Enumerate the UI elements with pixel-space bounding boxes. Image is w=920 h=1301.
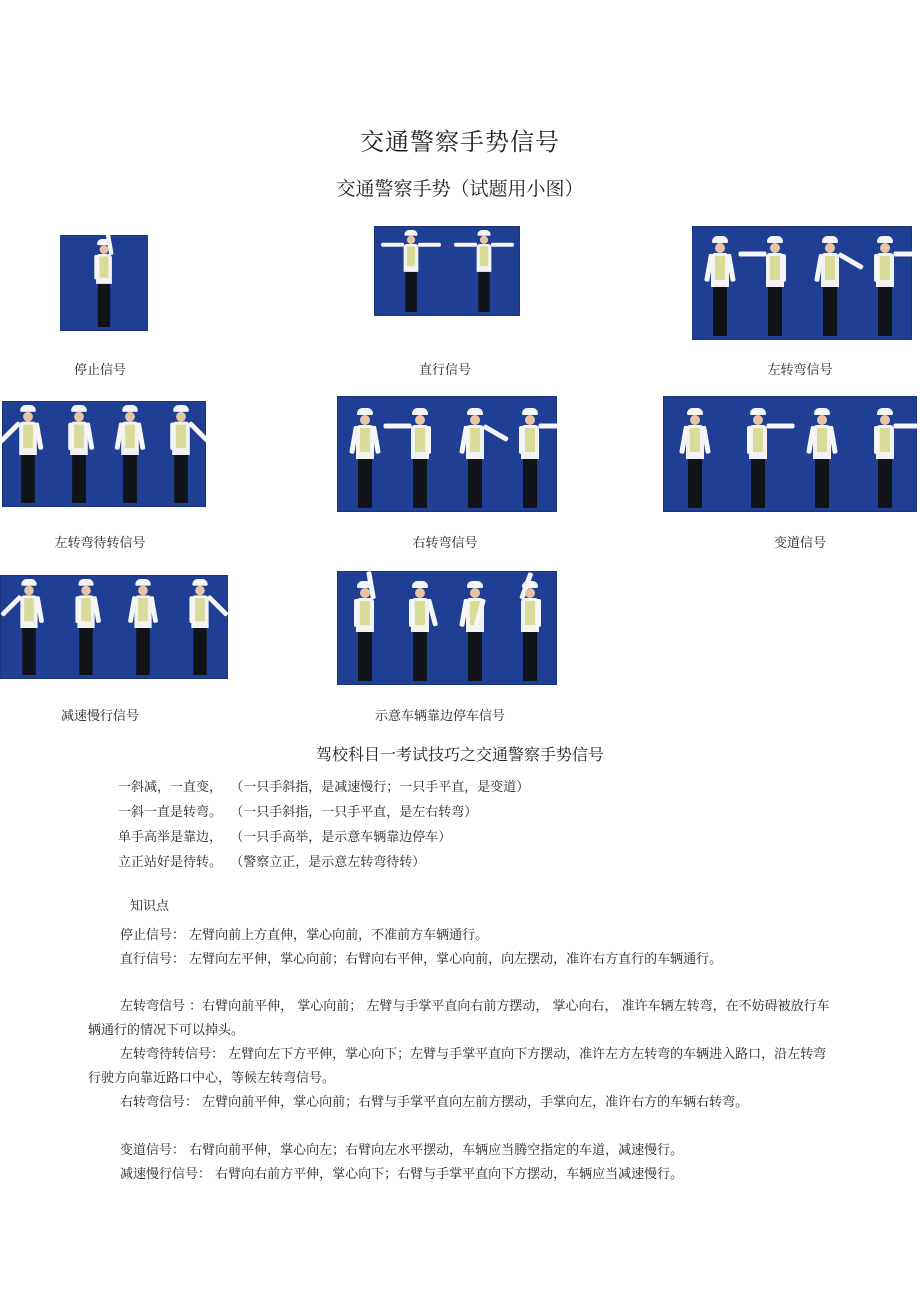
pull-over-signal-photo: [337, 571, 557, 685]
police-figure: [811, 408, 833, 508]
police-figure: [17, 405, 39, 503]
police-figure: [874, 236, 896, 336]
police-figure: [354, 581, 376, 681]
police-figure: [18, 579, 39, 675]
caption-pull-over-signal: 示意车辆靠边停车信号: [374, 709, 505, 724]
police-figure: [94, 239, 113, 327]
police-figure: [464, 408, 486, 508]
knowledge-paragraph: 右转弯信号： 左臂向前平伸，掌心向前；右臂与手掌平直向左前方摆动，手掌向左，准许右方的车辆右转弯。: [120, 1095, 749, 1110]
knowledge-paragraph: 停止信号： 左臂向前上方直伸，掌心向前，不准前方车辆通行。: [120, 928, 489, 943]
police-figure: [874, 408, 896, 508]
rhyme-line: 立正站好是待转。 （警察立正，是示意左转弯待转）: [118, 855, 426, 870]
police-figure: [747, 408, 769, 508]
police-figure: [519, 408, 541, 508]
police-figure: [709, 236, 731, 336]
right-turn-signal-photo: [337, 396, 557, 512]
caption-left-turn-signal: 左转弯信号: [767, 363, 833, 378]
police-figure: [189, 579, 210, 675]
police-figure: [519, 581, 541, 681]
caption-left-turn-wait-signal: 左转弯待转信号: [54, 536, 146, 551]
rhyme-line: 一斜减，一直变， （一只手斜指，是减速慢行；一只手平直，是变道）: [118, 780, 530, 795]
police-figure: [764, 236, 786, 336]
section-title: 驾校科目一考试技巧之交通警察手势信号: [315, 745, 604, 764]
page-subtitle: 交通警察手势（试题用小图）: [336, 178, 584, 200]
knowledge-paragraph: 变道信号： 右臂向前平伸，掌心向左；右臂向左水平摆动，车辆应当腾空指定的车道，减速慢行。: [120, 1143, 684, 1158]
police-figure: [354, 408, 376, 508]
police-figure: [75, 579, 96, 675]
left-turn-wait-signal-photo: [2, 401, 206, 507]
police-figure: [684, 408, 706, 508]
police-figure: [132, 579, 153, 675]
slow-down-signal-photo: [0, 575, 228, 679]
police-figure: [119, 405, 141, 503]
left-turn-signal-photo: [692, 226, 912, 340]
knowledge-paragraph: 减速慢行信号： 右臂向右前方平伸，掌心向下；右臂与手掌平直向下方摆动，车辆应当减速慢行。: [120, 1167, 684, 1182]
knowledge-paragraph: 直行信号： 左臂向左平伸，掌心向前；右臂向右平伸，掌心向前，向左摆动，准许右方直行的车辆通行。: [120, 952, 723, 967]
police-figure: [464, 581, 486, 681]
police-figure: [409, 408, 431, 508]
caption-right-turn-signal: 右转弯信号: [412, 536, 478, 551]
rhyme-line: 单手高举是靠边， （一只手高举，是示意车辆靠边停车）: [118, 830, 452, 845]
page-title: 交通警察手势信号: [360, 128, 560, 156]
knowledge-heading: 知识点: [130, 899, 170, 914]
knowledge-paragraph: 左转弯待转信号： 左臂向左下方平伸，掌心向下；左臂与手掌平直向下方摆动，准许左方左转弯的车辆进入路口，沿左转弯行驶方向靠近路口中心，等候左转弯信号。: [88, 1047, 827, 1086]
caption-straight-signal: 直行信号: [418, 363, 471, 378]
police-figure: [170, 405, 192, 503]
police-figure: [409, 581, 431, 681]
police-figure: [401, 230, 419, 312]
police-figure: [68, 405, 90, 503]
straight-signal-photo: [374, 226, 520, 316]
police-figure: [474, 230, 492, 312]
knowledge-paragraph: 左转弯信号 ：右臂向前平伸， 掌心向前； 左臂与手掌平直向右前方摆动， 掌心向右， 准许车辆左转弯，在不妨碍被放行车辆通行的情况下可以掉头。: [88, 999, 830, 1038]
stop-signal-photo: [60, 235, 148, 331]
lane-change-signal-photo: [663, 396, 917, 512]
caption-stop-signal: 停止信号: [73, 363, 126, 378]
police-figure: [819, 236, 841, 336]
caption-lane-change-signal: 变道信号: [773, 536, 826, 551]
rhyme-line: 一斜一直是转弯。 （一只手斜指，一只手平直，是左右转弯）: [118, 805, 478, 820]
caption-slow-down-signal: 减速慢行信号: [60, 709, 139, 724]
